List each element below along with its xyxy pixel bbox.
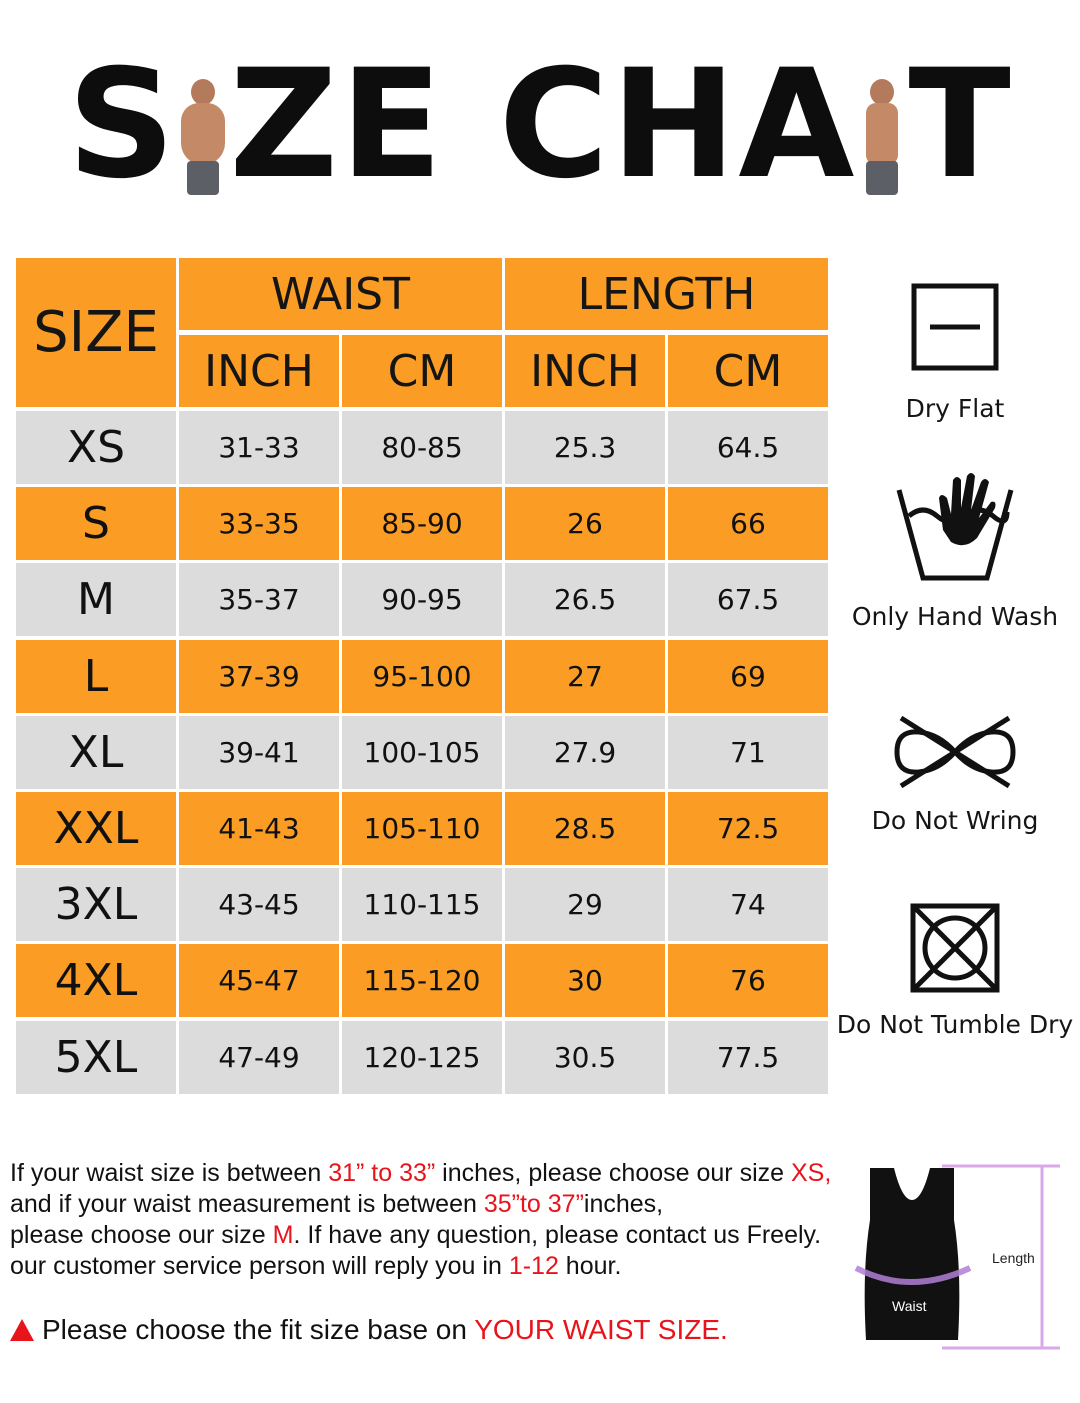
note-highlight: M [272, 1221, 294, 1249]
size-cell: 4XL [16, 944, 176, 1017]
length-cm-cell: 71 [668, 716, 828, 789]
size-table [16, 258, 828, 1091]
note-highlight: XS [790, 1159, 825, 1187]
waist-inch-cell: 39-41 [179, 716, 339, 789]
length-cm-cell: 76 [668, 944, 828, 1017]
length-inch-cell: 25.3 [505, 411, 665, 484]
waist-cm-cell: 115-120 [342, 944, 502, 1017]
note-text: please choose our size [10, 1221, 273, 1249]
waist-inch-cell: 41-43 [179, 792, 339, 865]
length-inch-header: INCH [505, 335, 665, 407]
warning-text: Please choose the fit size base on [42, 1314, 475, 1345]
waist-inch-cell: 45-47 [179, 944, 339, 1017]
waist-inch-cell: 43-45 [179, 868, 339, 941]
waist-cm-cell: 85-90 [342, 487, 502, 560]
length-cm-cell: 64.5 [668, 411, 828, 484]
warning-triangle-icon [10, 1319, 34, 1341]
size-header: SIZE [16, 258, 176, 407]
length-inch-cell: 27.9 [505, 716, 665, 789]
no-wring-icon [889, 712, 1021, 792]
length-inch-cell: 30.5 [505, 1021, 665, 1094]
note-text: If your waist size is between [10, 1159, 329, 1187]
size-cell: S [16, 487, 176, 560]
length-inch-cell: 26.5 [505, 563, 665, 636]
title-part3: T [908, 38, 1013, 212]
length-cm-cell: 72.5 [668, 792, 828, 865]
size-cell: XL [16, 716, 176, 789]
note-text: and if your waist measurement is between [10, 1190, 484, 1218]
no-tumble-dry-icon [909, 902, 1001, 994]
care-dry-flat [830, 282, 1080, 423]
note-text: , [824, 1159, 832, 1187]
waist-cm-cell: 90-95 [342, 563, 502, 636]
title-part2: ZE CHA [229, 38, 857, 212]
waist-cm-header: CM [342, 335, 502, 407]
note-highlight: 31” to 33” [328, 1159, 436, 1187]
waist-cm-cell: 95-100 [342, 640, 502, 713]
slim-man-figure [852, 75, 912, 195]
care-no-tumble-dry [830, 902, 1080, 1039]
note-text: hour. [558, 1252, 622, 1280]
note-text: inches, [583, 1190, 664, 1218]
length-cm-cell: 67.5 [668, 563, 828, 636]
waist-inch-cell: 47-49 [179, 1021, 339, 1094]
waist-header: WAIST [179, 258, 502, 330]
length-inch-cell: 27 [505, 640, 665, 713]
title-part1: S [67, 38, 178, 212]
dry-flat-label: Dry Flat [905, 394, 1005, 423]
length-inch-cell: 26 [505, 487, 665, 560]
no-tumble-dry-label: Do Not Tumble Dry [836, 1010, 1074, 1039]
waist-inch-cell: 31-33 [179, 411, 339, 484]
length-cm-cell: 69 [668, 640, 828, 713]
length-inch-cell: 29 [505, 868, 665, 941]
waist-cm-cell: 120-125 [342, 1021, 502, 1094]
waist-label: Waist [892, 1298, 927, 1314]
waist-inch-cell: 37-39 [179, 640, 339, 713]
waist-cm-cell: 100-105 [342, 716, 502, 789]
waist-cm-cell: 105-110 [342, 792, 502, 865]
overweight-man-figure [173, 75, 233, 195]
length-label: Length [992, 1250, 1035, 1266]
waist-size-warning [10, 1314, 728, 1346]
size-cell: M [16, 563, 176, 636]
hand-wash-label: Only Hand Wash [851, 602, 1059, 631]
hand-wash-icon [895, 468, 1015, 584]
size-cell: XXL [16, 792, 176, 865]
size-cell: L [16, 640, 176, 713]
size-cell: XS [16, 411, 176, 484]
waist-cm-cell: 110-115 [342, 868, 502, 941]
length-cm-cell: 77.5 [668, 1021, 828, 1094]
note-text: inches, please choose our size [435, 1159, 791, 1187]
length-cm-cell: 74 [668, 868, 828, 941]
length-cm-cell: 66 [668, 487, 828, 560]
note-text: . If have any question, please contact us Freely. [293, 1221, 822, 1249]
size-cell: 5XL [16, 1021, 176, 1094]
length-inch-cell: 30 [505, 944, 665, 1017]
waist-cm-cell: 80-85 [342, 411, 502, 484]
no-wring-label: Do Not Wring [871, 806, 1039, 835]
warning-highlight: YOUR WAIST SIZE. [474, 1314, 728, 1345]
dry-flat-icon [910, 282, 1000, 372]
note-highlight: 35”to 37” [483, 1190, 584, 1218]
note-highlight: 1-12 [508, 1252, 559, 1280]
waist-inch-cell: 33-35 [179, 487, 339, 560]
care-hand-wash [830, 468, 1080, 631]
note-text: our customer service person will reply you in [10, 1252, 509, 1280]
length-cm-header: CM [668, 335, 828, 407]
size-advice-text [10, 1158, 850, 1282]
page-title [0, 40, 1080, 210]
length-header: LENGTH [505, 258, 828, 330]
waist-inch-header: INCH [179, 335, 339, 407]
waist-inch-cell: 35-37 [179, 563, 339, 636]
size-cell: 3XL [16, 868, 176, 941]
vest-measurement-diagram [850, 1160, 1070, 1350]
length-inch-cell: 28.5 [505, 792, 665, 865]
vest-illustration [850, 1160, 1070, 1350]
care-no-wring [830, 712, 1080, 835]
